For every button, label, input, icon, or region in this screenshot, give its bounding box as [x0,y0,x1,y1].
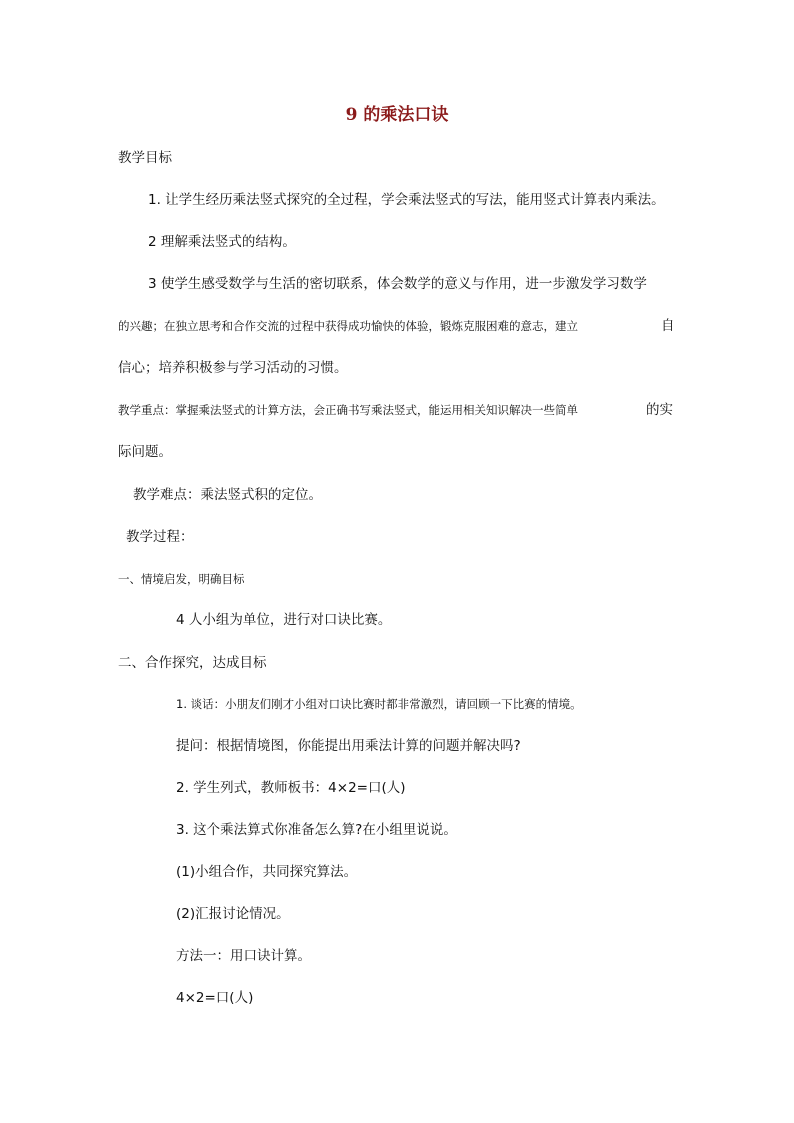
step-3: 3. 这个乘法算式你准备怎么算?在小组里说说。 [176,822,457,838]
key-point-line-1: 教学重点：掌握乘法竖式的计算方法，会正确书写乘法竖式，能运用相关知识解决一些简单 [118,403,578,417]
sub-step-2: (2)汇报讨论情况。 [176,906,290,922]
objective-3-line-2: 的兴趣；在独立思考和合作交流的过程中获得成功愉快的体验，锻炼克服困难的意志，建立 [118,319,578,333]
step-2: 2. 学生列式，教师板书：4×2=口(人) [176,780,406,796]
objective-3-line-2-end: 自 [661,318,675,334]
method-1: 方法一：用口诀计算。 [176,948,311,964]
page-title: 9 的乘法口诀 [345,105,449,125]
objective-1: 1. 让学生经历乘法竖式探究的全过程，学会乘法竖式的写法，能用竖式计算表内乘法。 [148,192,665,208]
process-heading: 教学过程： [126,529,194,545]
sub-step-1: (1)小组合作，共同探究算法。 [176,864,358,880]
question: 提问：根据情境图，你能提出用乘法计算的问题并解决吗? [176,738,521,754]
equation: 4×2=口(人) [176,990,254,1006]
key-point-line-1-end: 的实 [646,402,673,418]
section-1-body: 4 人小组为单位，进行对口诀比赛。 [176,612,392,628]
objective-3-line-1: 3 使学生感受数学与生活的密切联系，体会数学的意义与作用，进一步激发学习数学 [148,276,647,292]
objectives-heading: 教学目标 [118,150,172,166]
objective-3-line-3: 信心；培养积极参与学习活动的习惯。 [118,360,348,376]
difficulty: 教学难点：乘法竖式积的定位。 [133,487,322,503]
section-2-heading: 二、合作探究，达成目标 [118,655,267,671]
section-1-heading: 一、情境启发，明确目标 [118,572,245,586]
objective-2: 2 理解乘法竖式的结构。 [148,234,296,250]
key-point-line-2: 际问题。 [118,444,172,460]
step-1: 1. 谈话：小朋友们刚才小组对口诀比赛时都非常激烈，请回顾一下比赛的情境。 [176,697,582,711]
